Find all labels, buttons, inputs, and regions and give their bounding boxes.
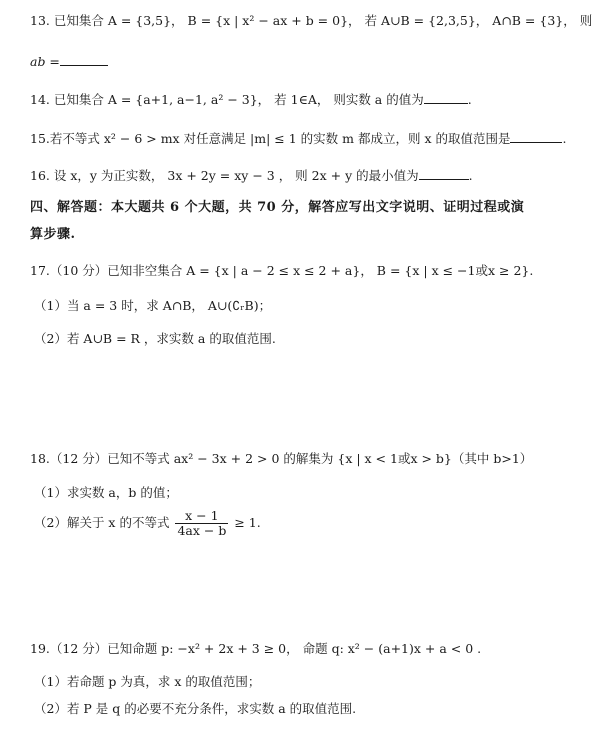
q15-text: 15.若不等式 x² − 6 > mx 对任意满足 |m| ≤ 1 的实数 m 都成立，则 x 的取值范围是: [30, 131, 511, 146]
q19-stem: 19.（12 分）已知命题 p: −x² + 2x + 3 ≥ 0， 命题 q: x² − (a+1)x + a < 0 .: [30, 641, 482, 656]
section-4-line1: 四、解答题：本大题共 6 个大题，共 70 分，解答应写出文字说明、证明过程或演: [30, 200, 525, 215]
question-14: 14. 已知集合 A = {a+1, a−1, a² − 3}， 若 1∈A， 则实数 a 的值为 .: [30, 92, 472, 107]
q14-text: 14. 已知集合 A = {a+1, a−1, a² − 3}， 若 1∈A， 则实数 a 的值为: [30, 92, 424, 107]
question-15: 15.若不等式 x² − 6 > mx 对任意满足 |m| ≤ 1 的实数 m 都成立，则 x 的取值范围是 .: [30, 131, 567, 146]
section-4-line2: 算步骤.: [30, 227, 76, 242]
answer-blank[interactable]: [424, 90, 468, 104]
q19-part1: （1）若命题 p 为真，求 x 的取值范围；: [34, 674, 261, 689]
answer-blank[interactable]: [419, 166, 469, 180]
q18-part2-suffix: ≥ 1.: [234, 515, 261, 530]
question-16: 16. 设 x，y 为正实数， 3x + 2y = xy − 3 ， 则 2x + y 的最小值为 .: [30, 168, 473, 183]
q19-part2: （2）若 P 是 q 的必要不充分条件，求实数 a 的取值范围.: [34, 701, 357, 716]
q16-text: 16. 设 x，y 为正实数， 3x + 2y = xy − 3 ， 则 2x + y 的最小值为: [30, 168, 419, 183]
q17-stem: 17.（10 分）已知非空集合 A = {x | a − 2 ≤ x ≤ 2 + a}， B = {x | x ≤ −1或x ≥ 2}.: [30, 263, 534, 278]
fraction-numerator: x − 1: [175, 509, 228, 524]
q17-part1: （1）当 a = 3 时，求 A∩B， A∪(∁ᵣB)；: [34, 298, 272, 313]
q18-fraction: [175, 509, 228, 538]
answer-blank[interactable]: [510, 129, 562, 143]
q18-part2: [34, 508, 540, 538]
q13-line1: 13. 已知集合 A = {3,5}， B = {x | x² − ax + b = 0}， 若 A∪B = {2,3,5}， A∩B = {3}， 则: [30, 13, 592, 28]
q18-part2-text: （2）解关于 x 的不等式: [34, 515, 170, 530]
q17-part2: （2）若 A∪B = R ，求实数 a 的取值范围.: [34, 331, 276, 346]
q18-part1: （1）求实数 a，b 的值；: [34, 485, 178, 500]
q13-ab-label: ab =: [30, 54, 60, 69]
q18-stem: 18.（12 分）已知不等式 ax² − 3x + 2 > 0 的解集为 {x | x < 1或x > b}（其中 b>1）: [30, 451, 533, 466]
fraction-denominator: 4ax − b: [177, 523, 227, 538]
answer-blank[interactable]: [60, 52, 108, 66]
q13-line2: [30, 52, 540, 71]
